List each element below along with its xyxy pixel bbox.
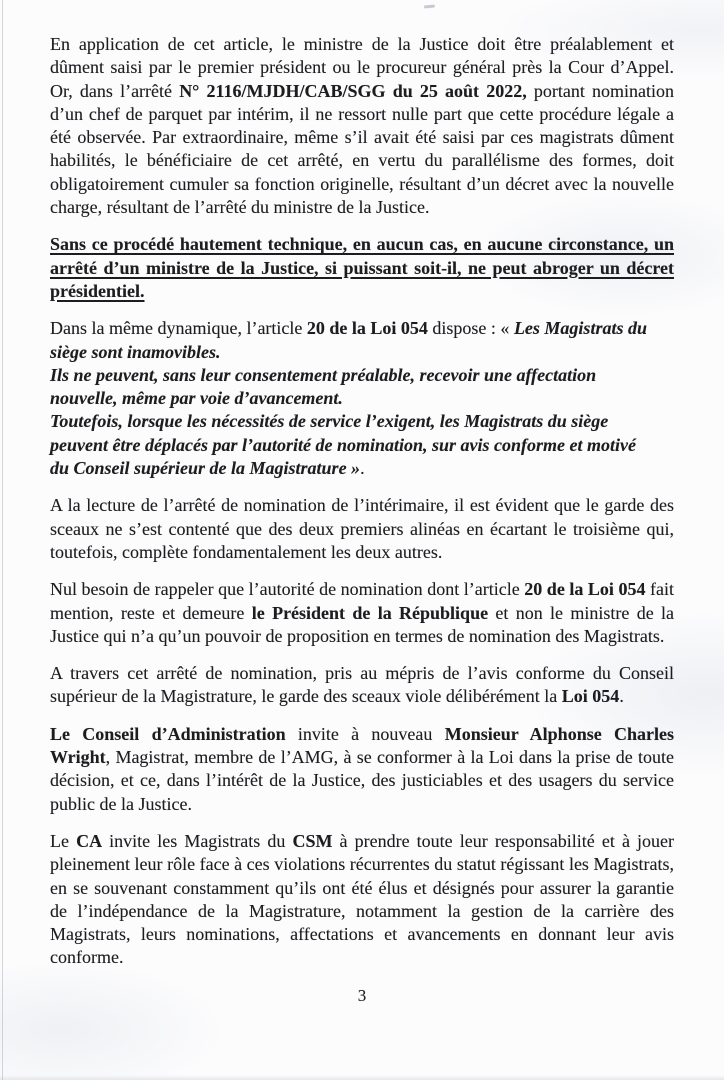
text-segment: invite les Magistrats du — [102, 830, 293, 851]
text-segment: CA — [76, 830, 103, 851]
text-segment: Sans ce procédé hautement technique, en aucun cas, en aucune circonstance, un arrêté d’un ministre de la Justice, si puissant soit-il, ne peut abroger un décret présidentiel. — [50, 234, 674, 301]
paragraph — [50, 723, 674, 816]
text-segment: En application de cet article, le ministre de la Justice doit être préalablement et dûment saisi par le premier président ou le procureur général près la Cour d’Appel. Or, dans l’arrêté — [50, 34, 674, 101]
text-segment: invite à nouveau — [285, 723, 445, 744]
document-body — [50, 33, 674, 1006]
text-segment: Loi 054 — [561, 686, 620, 707]
text-segment: Le Conseil d’Administration — [50, 723, 286, 744]
scan-artifact-mark — [424, 4, 435, 8]
text-segment: 20 de la Loi 054 — [306, 318, 428, 339]
text-segment: le Président de la République — [251, 602, 489, 623]
text-segment: Monsieur Alphonse Charles Wright — [50, 723, 674, 768]
text-segment: Ils ne peuvent, sans leur consentement préalable, recevoir une affectation — [50, 364, 597, 385]
text-segment: N° 2116/MJDH/CAB/SGG du 25 août 2022, — [179, 80, 527, 101]
paragraph — [50, 233, 674, 303]
text-segment: portant nomination d’un chef de parquet par intérim, il ne ressort nulle part que cette procédure légale a été observée. Par extraordinaire, même s’il avait été saisi par ces magistrats dûment habilités, le bénéficiaire de cet arrêté, en vertu du parallélisme des formes, doit obligatoirement cumuler sa fonction originelle, résultant d’un décret avec la nouvelle charge, résultant de l’arrêté du ministre de la Justice. — [50, 80, 674, 218]
paragraph — [50, 494, 674, 564]
text-segment: et non le ministre de la Justice qui n’a qu’un pouvoir de proposition en termes de nomination des Magistrats. — [50, 602, 674, 646]
text-segment: nouvelle, même par voie d’avancement. — [50, 388, 343, 409]
paragraph — [50, 317, 674, 480]
paragraph — [50, 33, 674, 219]
text-segment: CSM — [292, 830, 333, 851]
paragraph — [50, 578, 674, 648]
text-segment: A la lecture de l’arrêté de nomination de l’intérimaire, il est évident que le garde des sceaux ne s’est contenté que des deux premiers alinéas en écartant le troisième qui, toutefois, complète fondamentalement les deux autres. — [50, 495, 674, 562]
text-segment: fait mention, reste et demeure — [50, 579, 674, 623]
paragraph — [50, 830, 674, 970]
text-segment: à prendre toute leur responsabilité et à jouer pleinement leur rôle face à ces violations récurrentes du statut régissant les Magistrats, en se souvenant constamment qu’ils ont été élus et désignés pour assurer la garantie de l’indépendance de la Magistrature, notamment la gestion de la carrière des Magistrats, leurs nominations, affectations et avancements en donnant leur avis conforme. — [50, 830, 675, 968]
text-segment: , Magistrat, membre de l’AMG, à se conformer à la Loi dans la prise de toute décision, et ce, dans l’intérêt de la Justice, des justiciables et des usagers du service public de la Justice. — [50, 747, 674, 814]
text-segment: A travers cet arrêté de nomination, pris au mépris de l’avis conforme du Conseil supérieur de la Magistrature, le garde des sceaux viole délibérément la — [50, 663, 674, 707]
text-segment: . — [360, 458, 365, 479]
paragraph-list — [50, 33, 674, 970]
text-segment: dispose : « — [427, 318, 514, 339]
paragraph — [50, 662, 674, 709]
text-segment: peuvent être déplacés par l’autorité de nomination, sur avis conforme et motivé — [50, 434, 636, 455]
text-segment: Toutefois, lorsque les nécessités de service l’exigent, les Magistrats du siège — [50, 411, 609, 432]
text-segment: du Conseil supérieur de la Magistrature » — [50, 458, 361, 479]
text-segment: . — [619, 686, 624, 707]
page-number: 3 — [357, 985, 367, 1005]
text-segment: Nul besoin de rappeler que l’autorité de nomination dont l’article — [50, 579, 525, 600]
text-segment: 20 de la Loi 054 — [524, 579, 646, 600]
text-segment: Les Magistrats du — [513, 318, 647, 339]
text-segment: Dans la même dynamique, l’article — [50, 318, 307, 339]
text-segment: Le — [50, 830, 77, 851]
text-segment: siège sont inamovibles. — [50, 341, 221, 362]
